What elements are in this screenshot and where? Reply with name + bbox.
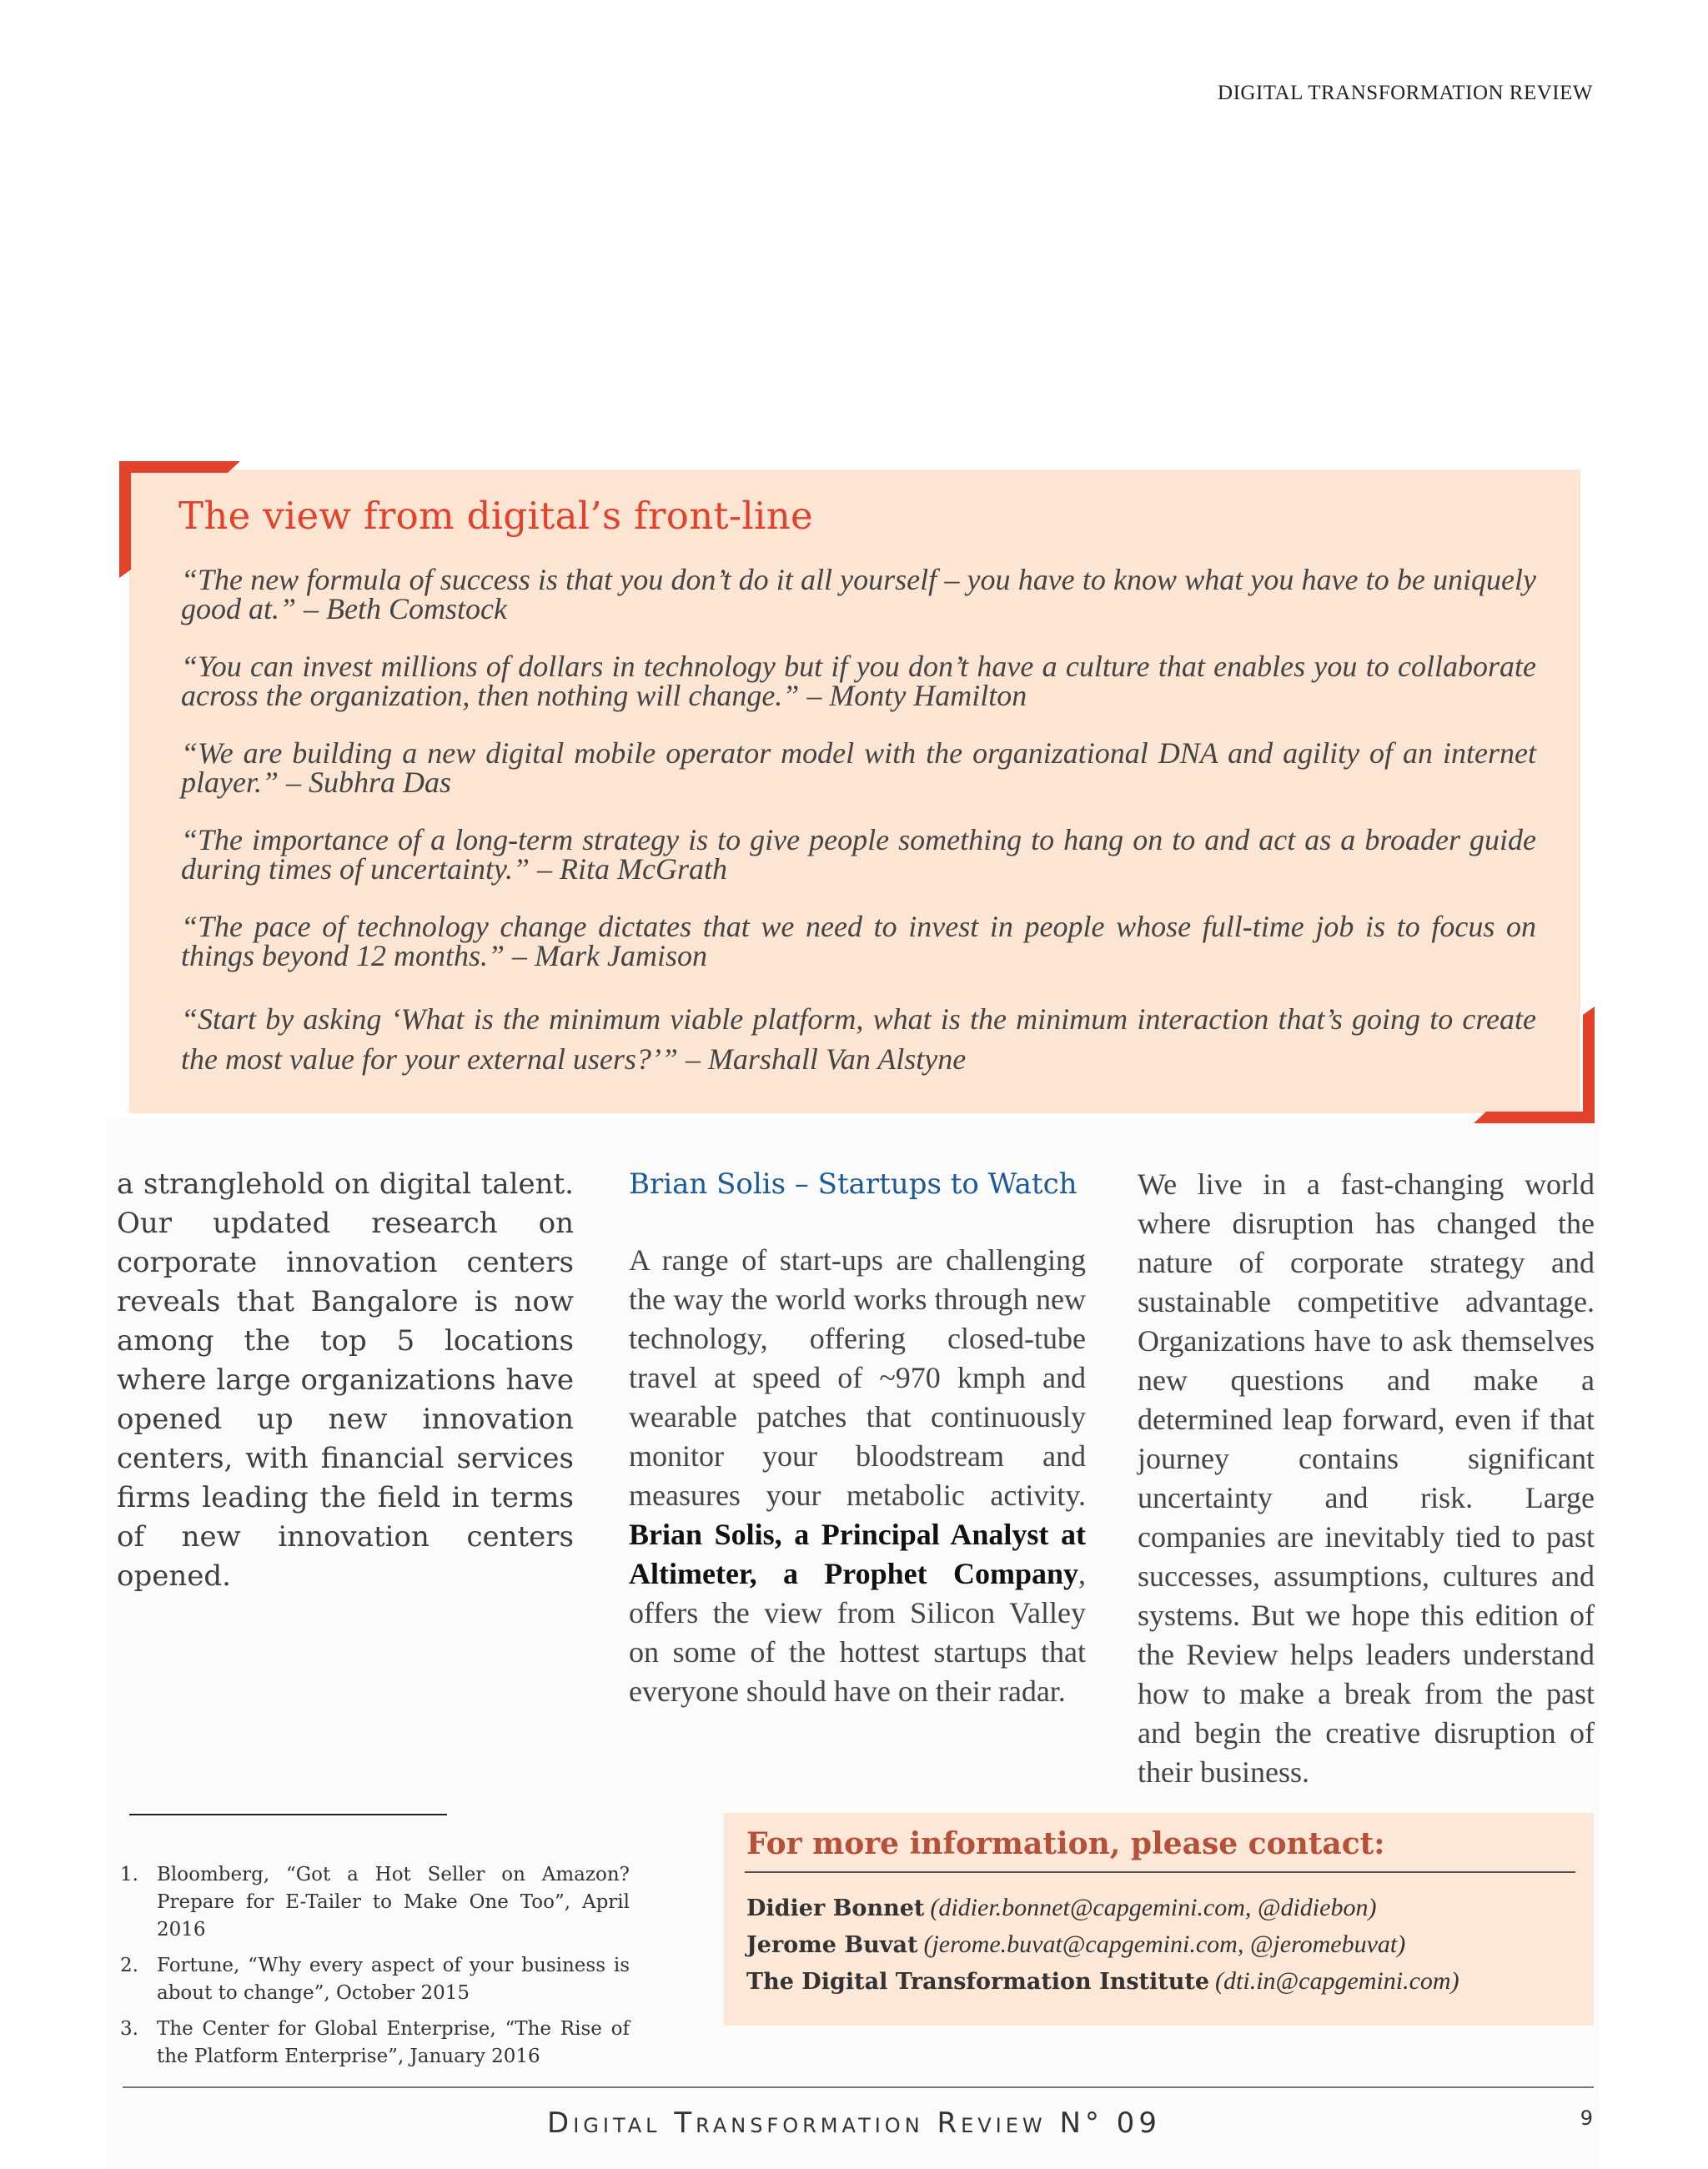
footnote-number: 2. xyxy=(120,1955,138,1976)
page-number: 9 xyxy=(1580,2106,1593,2130)
quote-item: “Start by asking ‘What is the minimum viable platform, what is the minimum interaction that’s going to create the most value for your external users?’” – Marshall Van Alstyne xyxy=(181,1002,1536,1076)
footer-title: Digital Transformation Review N° 09 xyxy=(547,2106,1161,2140)
quote-box-title: The view from digital’s front-line xyxy=(178,494,813,538)
quote-item: “The pace of technology change dictates that we need to invest in people whose full-time job is to focus on things beyond 12 months.” – Mark Jamison xyxy=(181,910,1536,972)
contact-line xyxy=(746,1963,1580,2000)
column-2-paragraph xyxy=(629,1241,1086,1711)
quote-item: “The importance of a long-term strategy is to give people something to hang on to and act as a broader guide during times of uncertainty.” – Rita McGrath xyxy=(181,823,1536,886)
contact-line xyxy=(746,1926,1580,1963)
contact-box xyxy=(724,1813,1594,2026)
column-2-text-before: A range of start-ups are challenging the way the world works through new technology, offering closed-tube travel at speed of ~970 kmph and wearable patches that continuously monitor your bloodstream and measures your metabolic activity. xyxy=(629,1243,1086,1512)
contact-name: Jerome Buvat xyxy=(746,1932,918,1958)
column-2-text-after: , offers the view from Silicon Valley on some of the hottest startups that everyone should have on their radar. xyxy=(629,1557,1086,1708)
footnote-item xyxy=(117,2016,630,2071)
quote-item: “You can invest millions of dollars in technology but if you don’t have a culture that enables you to collaborate across the organization, then nothing will change.” – Monty Hamilton xyxy=(181,650,1536,712)
footnotes xyxy=(117,1861,630,2079)
contact-name: Didier Bonnet xyxy=(746,1895,925,1921)
contact-email-link[interactable]: (didier.bonnet@capgemini.com, @didiebon) xyxy=(930,1894,1377,1921)
footer-rule xyxy=(123,2086,1594,2088)
footnote-number: 3. xyxy=(120,2018,138,2040)
footnote-rule xyxy=(129,1814,447,1815)
footnote-text: Bloomberg, “Got a Hot Seller on Amazon? Prepare for E-Tailer to Make One Too”, April 2016 xyxy=(157,1864,630,1941)
quote-list xyxy=(181,565,1536,1107)
contact-list xyxy=(746,1890,1580,2000)
body-column-2 xyxy=(629,1165,1086,1711)
body-column-1: a stranglehold on digital talent. Our updated research on corporate innovation centers reveals that Bangalore is now among the top 5 locations where large organizations have opened up new innovation centers, with financial services firms leading the field in terms of new innovation centers opened. xyxy=(117,1167,574,1593)
contact-name: The Digital Transformation Institute xyxy=(746,1969,1210,1995)
running-head: DIGITAL TRANSFORMATION REVIEW xyxy=(1218,82,1593,104)
contact-email-link[interactable]: (jerome.buvat@capgemini.com, @jeromebuvat) xyxy=(923,1931,1406,1958)
footnote-item xyxy=(117,1861,630,1944)
footnote-number: 1. xyxy=(120,1864,138,1885)
quote-item: “We are building a new digital mobile operator model with the organizational DNA and agility of an internet player.” – Subhra Das xyxy=(181,736,1536,799)
quote-item: “The new formula of success is that you don’t do it all yourself – you have to know what you have to be uniquely good at.” – Beth Comstock xyxy=(181,563,1536,625)
contact-title: For more information, please contact: xyxy=(746,1826,1385,1861)
body-column-3: We live in a fast-changing world where disruption has changed the nature of corporate strategy and sustainable competitive advantage. Organizations have to ask themselves new questions and make a determined leap forward, even if that journey contains significant uncertainty and risk. Large companies are inevitably tied to past successes, assumptions, cultures and systems. But we hope this edition of the Review helps leaders understand how to make a break from the past and begin the creative disruption of their business. xyxy=(1138,1167,1595,1789)
footnote-text: Fortune, “Why every aspect of your business is about to change”, October 2015 xyxy=(157,1955,630,2004)
footnote-item xyxy=(117,1952,630,2007)
section-heading-startups: Brian Solis – Startups to Watch xyxy=(629,1167,1078,1201)
contact-email-link[interactable]: (dti.in@capgemini.com) xyxy=(1215,1967,1459,1995)
contact-line xyxy=(746,1890,1580,1926)
contact-rule xyxy=(745,1871,1575,1873)
footnote-text: The Center for Global Enterprise, “The Rise of the Platform Enterprise”, January 2016 xyxy=(157,2018,630,2067)
column-2-bold-name: Brian Solis, a Principal Analyst at Altimeter, a Prophet Company xyxy=(629,1518,1086,1590)
